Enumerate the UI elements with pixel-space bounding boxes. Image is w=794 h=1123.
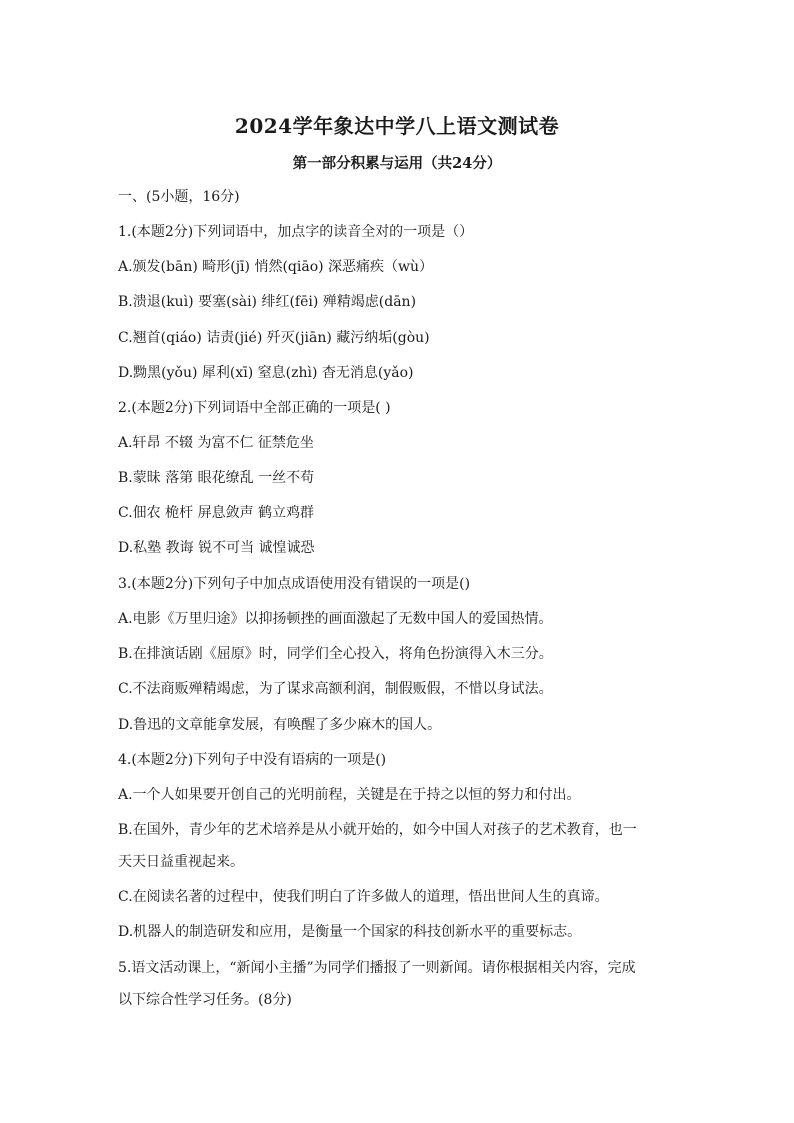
question-4-option-b: B.在国外，青少年的艺术培养是从小就开始的，如今中国人对孩子的艺术教育，也一 [118, 822, 637, 838]
question-3-option-c: C.不法商贩殚精竭虑，为了谋求高额利润，制假贩假，不惜以身试法。 [118, 681, 553, 697]
question-2-option-d: D.私塾 教诲 锐不可当 诚惶诚恐 [118, 540, 315, 556]
question-1-option-c: C.翘首(qiáo) 诘责(jié) 歼灭(jiān) 藏污纳垢(gòu) [118, 330, 430, 346]
section-subtitle: 第一部分积累与运用（共24分） [292, 155, 502, 172]
question-1-stem: 1.(本题2分)下列词语中，加点字的读音全对的一项是（） [118, 224, 474, 240]
question-2-option-a: A.轩昂 不辍 为富不仁 征禁危坐 [118, 435, 314, 451]
question-3-option-b: B.在排演话剧《屈原》时，同学们全心投入，将角色扮演得入木三分。 [118, 646, 553, 662]
question-1-option-d: D.黝黑(yǒu) 犀利(xī) 窒息(zhì) 杳无消息(yǎo) [118, 365, 414, 381]
question-4-option-c: C.在阅读名著的过程中，使我们明白了许多做人的道理，悟出世间人生的真谛。 [118, 889, 609, 905]
question-5-stem-cont: 以下综合性学习任务。(8分) [118, 992, 292, 1008]
question-1-option-b: B.溃退(kuì) 要塞(sài) 绯红(fēi) 殚精竭虑(dān) [118, 294, 417, 310]
question-5-stem: 5.语文活动课上，“新闻小主播”为同学们播报了一则新闻。请你根据相关内容，完成 [118, 960, 636, 976]
question-4-option-b-cont: 天天日益重视起来。 [118, 854, 244, 870]
section-heading: 一、(5小题，16分) [118, 189, 240, 205]
question-2-option-c: C.佃农 桅杆 屏息敛声 鹤立鸡群 [118, 505, 315, 521]
page-title: 2024学年象达中学八上语文测试卷 [234, 114, 560, 138]
question-2-option-b: B.蒙昧 落第 眼花缭乱 一丝不苟 [118, 470, 315, 486]
question-3-option-d: D.鲁迅的文章能拿发展，有唤醒了多少麻木的国人。 [118, 717, 442, 733]
question-3-option-a: A.电影《万里归途》以抑扬顿挫的画面激起了无数中国人的爱国热情。 [118, 611, 553, 627]
question-2-stem: 2.(本题2分)下列词语中全部正确的一项是( ) [118, 400, 391, 416]
question-4-stem: 4.(本题2分)下列句子中没有语病的一项是() [118, 752, 387, 768]
question-3-stem: 3.(本题2分)下列句子中加点成语使用没有错误的一项是() [118, 576, 471, 592]
question-4-option-d: D.机器人的制造研发和应用，是衡量一个国家的科技创新水平的重要标志。 [118, 924, 582, 940]
question-1-option-a: A.颁发(bān) 畸形(jī) 悄然(qiāo) 深恶痛疾（wù） [118, 259, 434, 275]
question-4-option-a: A.一个人如果要开创自己的光明前程，关键是在于持之以恒的努力和付出。 [118, 787, 581, 803]
